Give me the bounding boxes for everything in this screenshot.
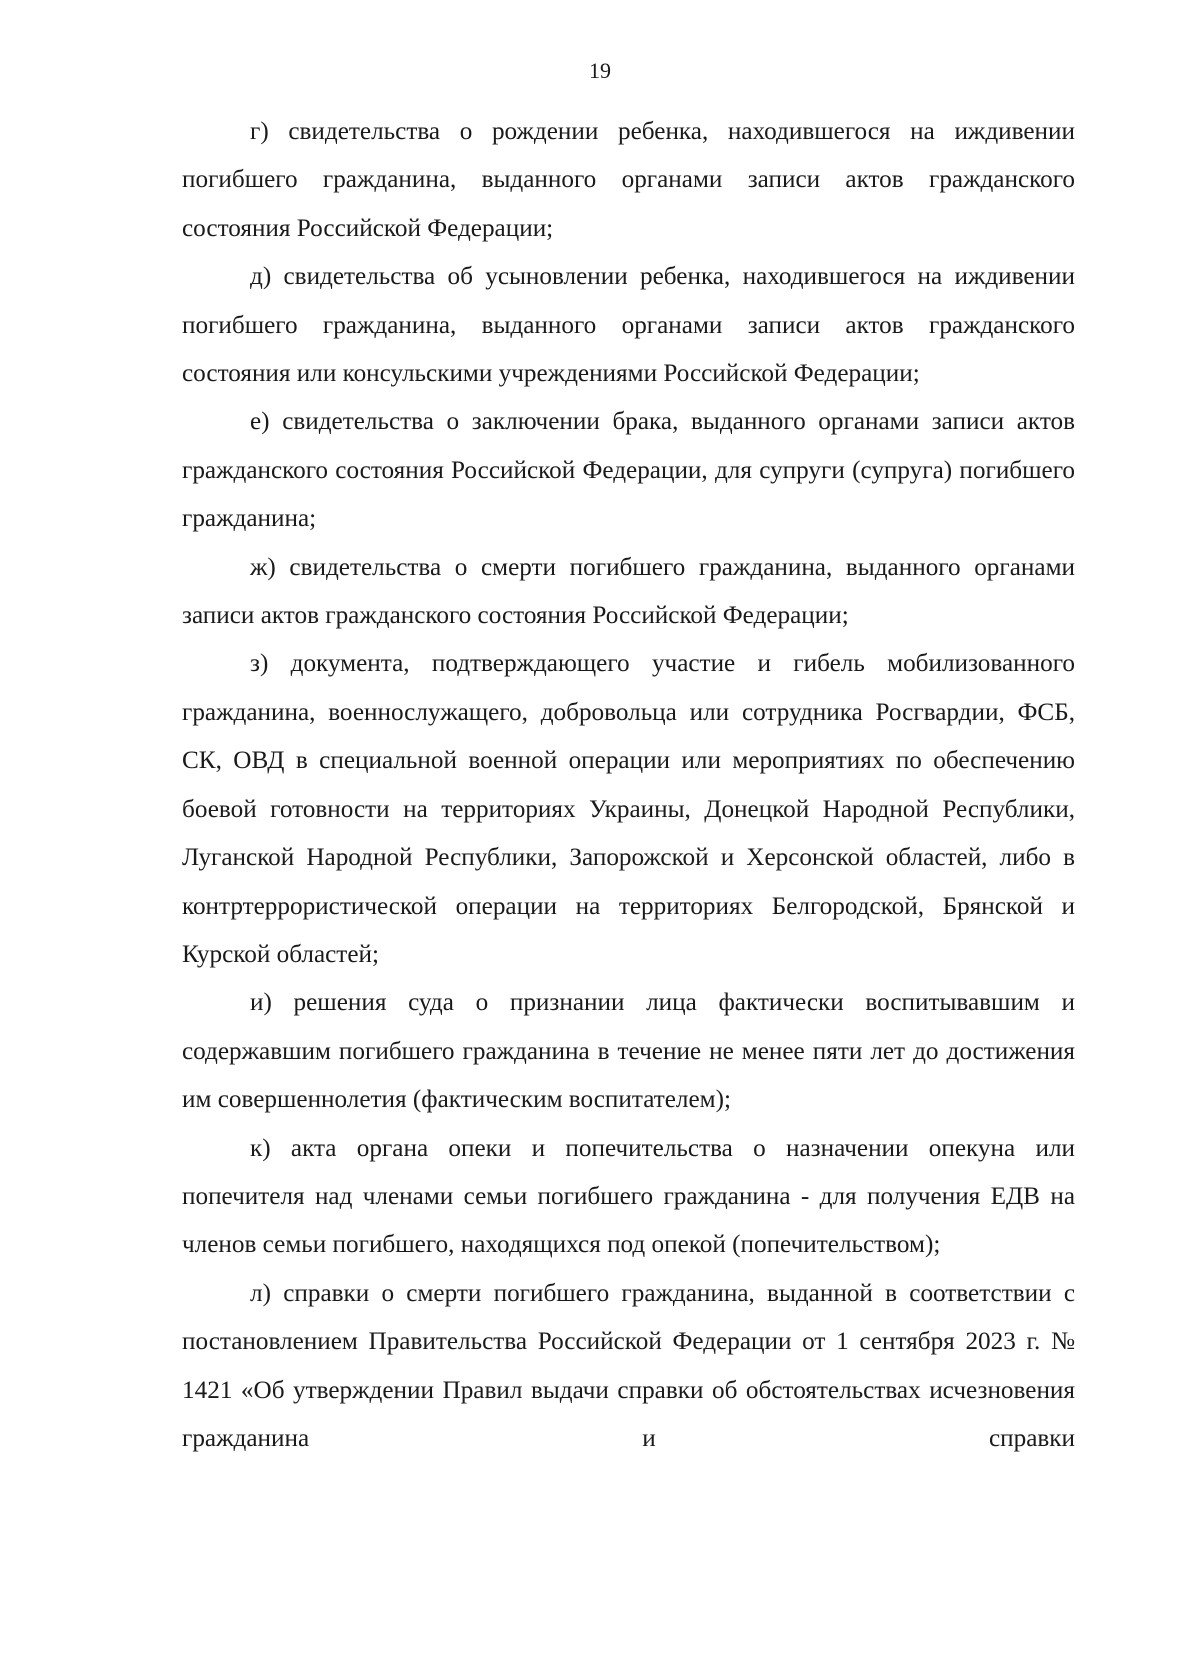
paragraph-d: д) свидетельства об усыновлении ребенка, находившегося на иждивении погибшего гражданина, выданного органами записи актов гражданского состояния или консульскими учреждениями Российской Федерации;	[182, 263, 1075, 388]
paragraph-k: к) акта органа опеки и попечительства о назначении опекуна или попечителя над членами семьи погибшего гражданина - для получения ЕДВ на членов семьи погибшего, находящихся под опекой (попечительством);	[182, 1134, 1075, 1259]
paragraph-g: г) свидетельства о рождении ребенка, находившегося на иждивении погибшего гражданина, выданного органами записи актов гражданского состояния Российской Федерации;	[182, 118, 1075, 242]
paragraph-e: е) свидетельства о заключении брака, выданного органами записи актов гражданского состояния Российской Федерации, для супруги (супруга) погибшего гражданина;	[182, 408, 1075, 533]
paragraph-zh: ж) свидетельства о смерти погибшего гражданина, выданного органами записи актов гражданского состояния Российской Федерации;	[182, 553, 1075, 630]
document-body	[182, 108, 1075, 1463]
paragraph-l: л) справки о смерти погибшего гражданина, выданной в соответствии с постановлением Правительства Российской Федерации от 1 сентября 2023 г. № 1421 «Об утверждении Правил выдачи справки об обстоятельствах исчезновения гражданина и справки	[182, 1279, 1075, 1452]
paragraph-i: и) решения суда о признании лица фактически воспитывавшим и содержавшим погибшего гражданина в течение не менее пяти лет до достижения им совершеннолетия (фактическим воспитателем);	[182, 989, 1075, 1114]
paragraph-z: з) документа, подтверждающего участие и гибель мобилизованного гражданина, военнослужащего, добровольца или сотрудника Росгвардии, ФСБ, СК, ОВД в специальной военной операции или мероприятиях по обеспечению боевой готовности на территориях Украины, Донецкой Народной Республики, Луганской Народной Республики, Запорожской и Херсонской областей, либо в контртеррористической операции на территориях Белгородской, Брянской и Курской областей;	[182, 650, 1075, 968]
page-number: 19	[589, 58, 611, 83]
